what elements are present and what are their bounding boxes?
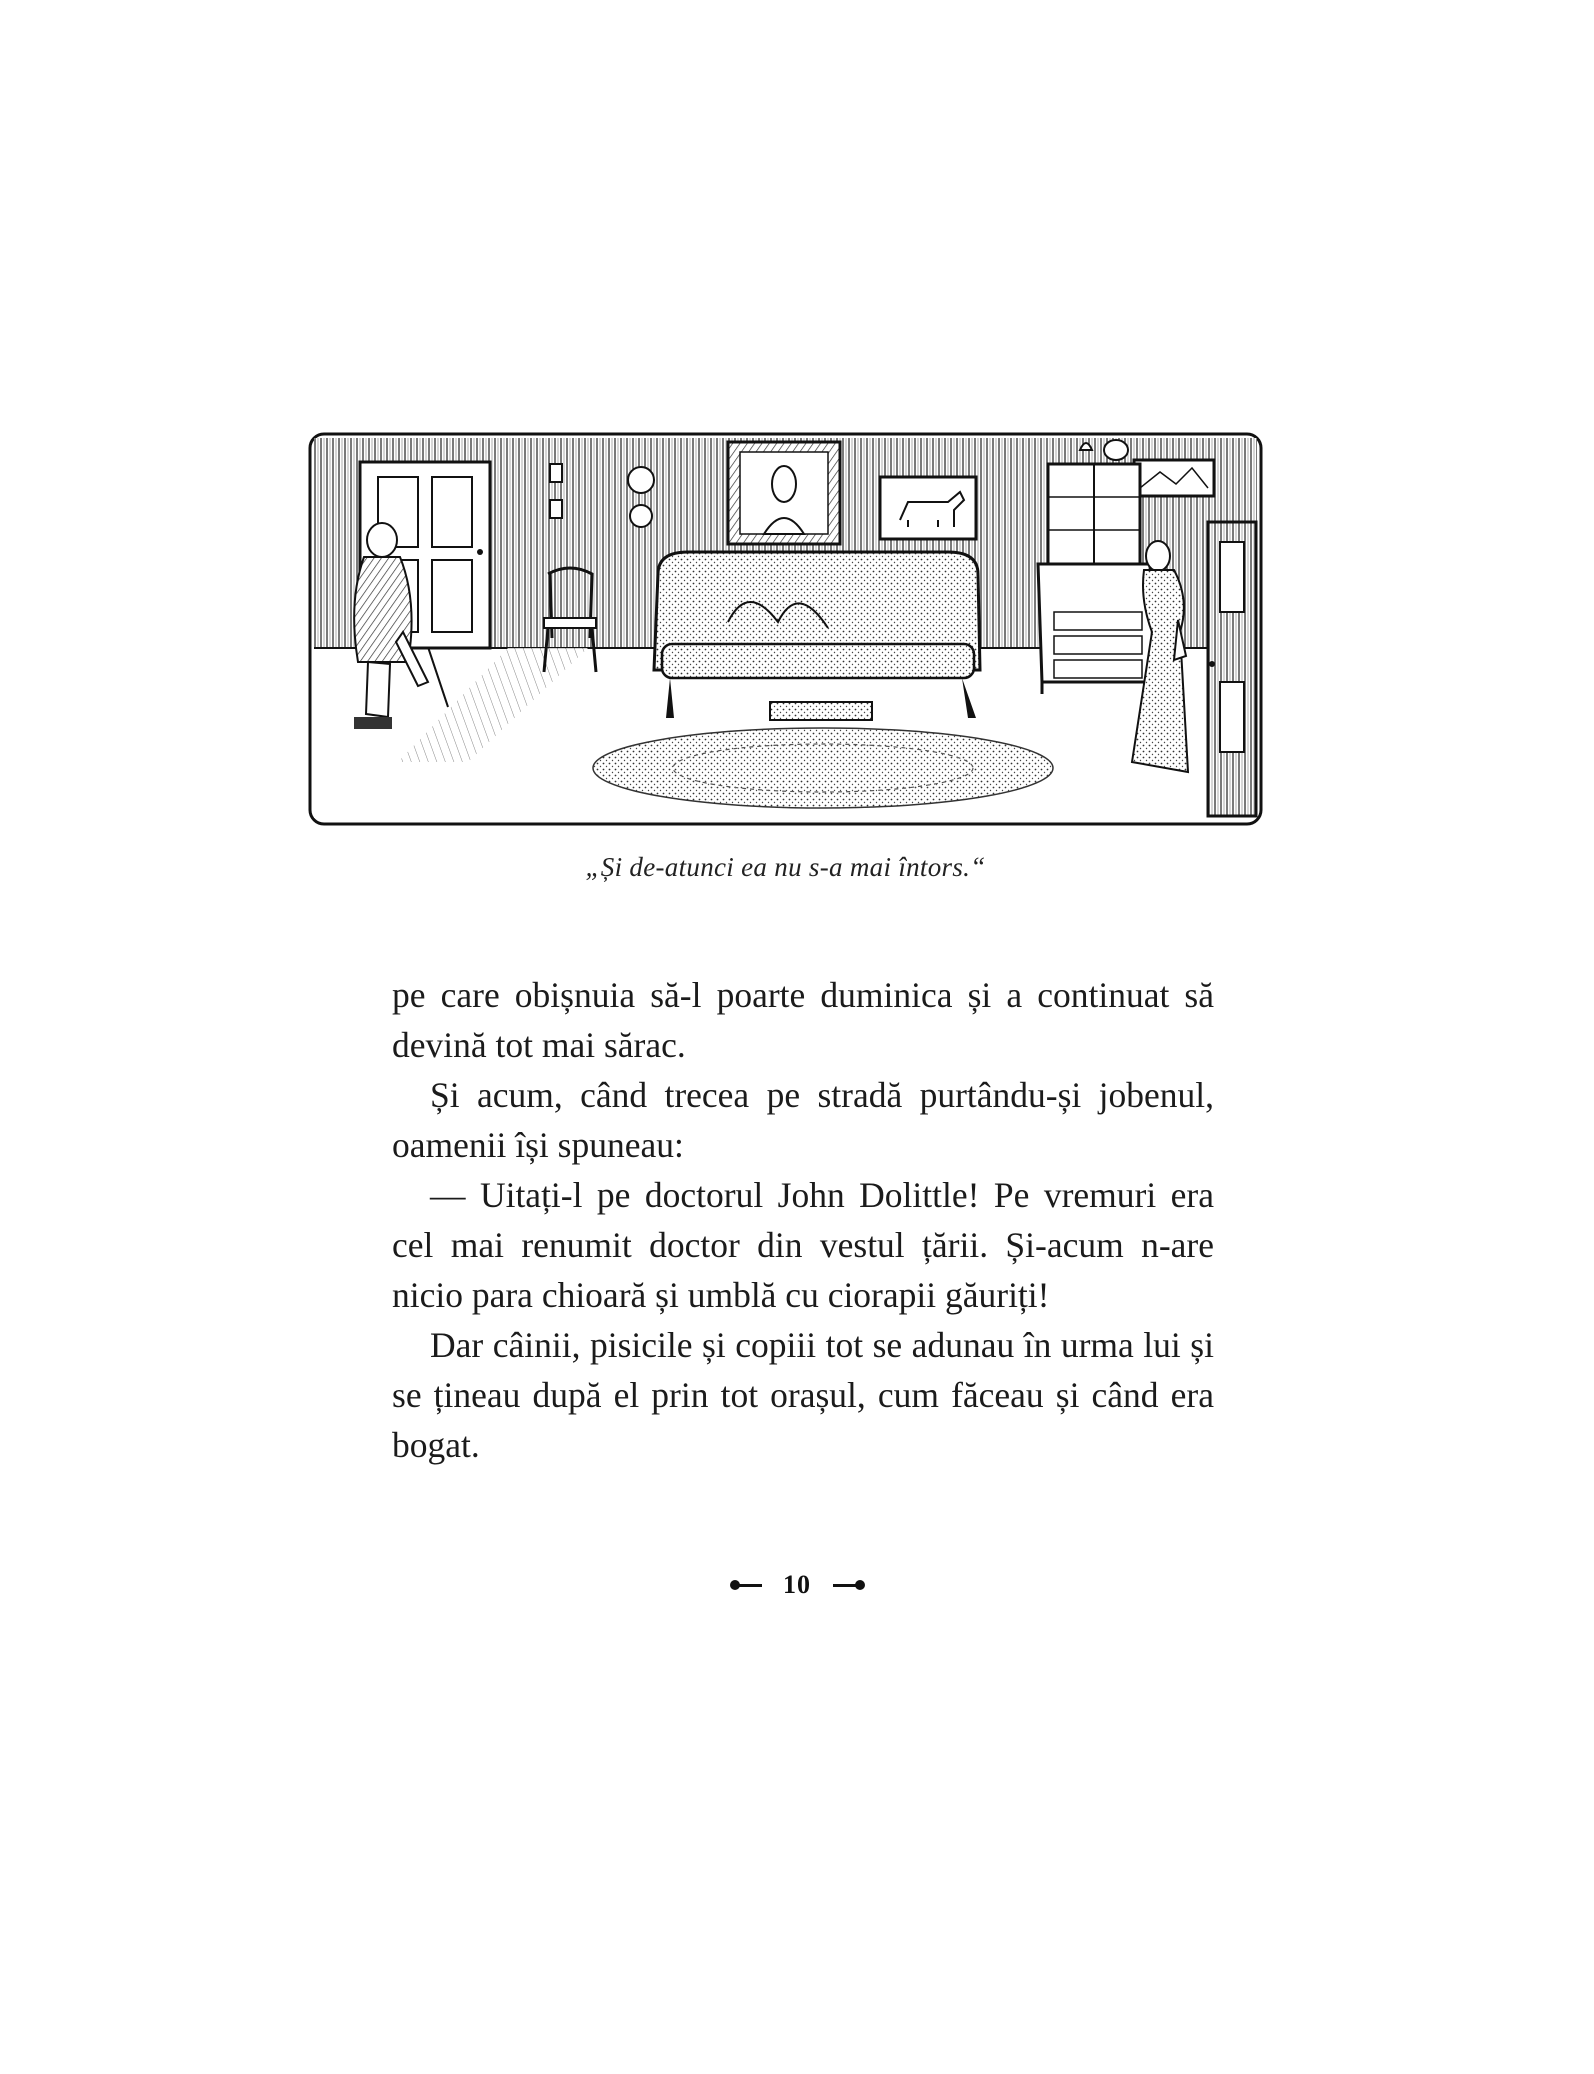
page-ornament-left [734,1578,762,1592]
page-number [0,1568,1594,1600]
paragraph: Dar câinii, pisicile și copiii tot se adunau în urma lui și se țineau după el prin tot orașul, cum făceau și când era bogat. [392,1325,1214,1465]
paragraph: Și acum, când trecea pe stradă purtându-și jobenul, oamenii își spuneau: [392,1075,1214,1165]
paragraph: pe care obișnuia să-l poarte duminica și a continuat să devină tot mai sărac. [392,975,1214,1065]
body-text [392,970,1214,1470]
page-number-text: 10 [783,1570,811,1600]
paragraph: — Uitați-l pe doctorul John Dolittle! Pe vremuri era cel mai renumit doctor din vestul țării. Și-acum n-are nicio para chioară și umblă cu ciorapii găuriți! [392,1175,1214,1315]
page-ornament-right [833,1578,861,1592]
illustration-caption: „Și de-atunci ea nu s-a mai întors.“ [585,852,986,882]
drawing-room-illustration [308,432,1263,826]
